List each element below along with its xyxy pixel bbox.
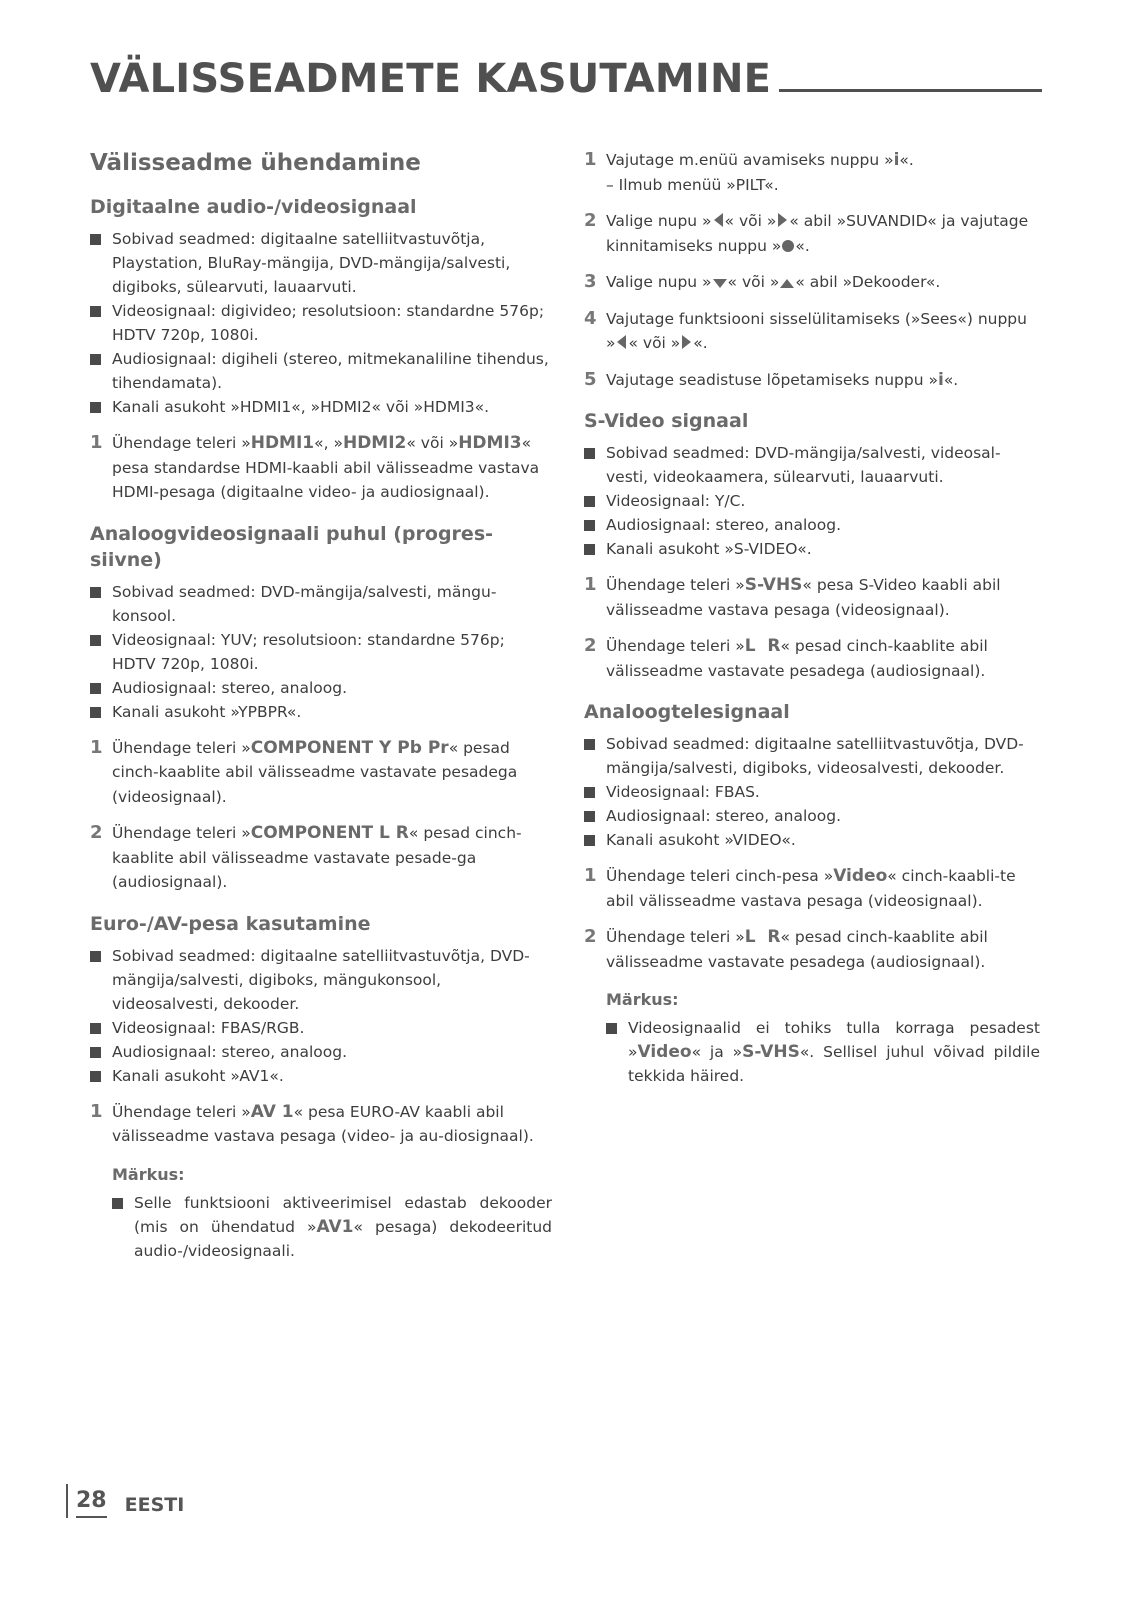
subheading-digital: Digitaalne audio-/videosignaal	[90, 196, 417, 218]
bullet-square-icon	[90, 1023, 101, 1034]
step-number: 1	[90, 432, 103, 453]
right-column	[584, 148, 1040, 1088]
note-title: Märkus:	[112, 1164, 185, 1184]
bullet-square-icon	[90, 354, 101, 365]
step-number: 2	[90, 822, 103, 843]
list-item: Audiosignaal: stereo, analoog.	[90, 676, 552, 700]
step-number: 1	[584, 865, 597, 886]
list-item: Sobivad seadmed: DVD-mängija/salvesti, videosal-vesti, videokaamera, sülearvuti, lauaarvuti.	[584, 441, 1040, 489]
right-arrow-icon	[680, 334, 693, 350]
bullet-list-analog	[90, 580, 552, 724]
step-number: 5	[584, 368, 597, 390]
socket-label: HDMI1	[250, 433, 315, 453]
up-arrow-icon	[779, 277, 795, 289]
bullet-list-analog-tv	[584, 732, 1040, 852]
step-number: 3	[584, 271, 597, 292]
step-number: 1	[584, 149, 597, 170]
list-item: Videosignaal: YUV; resolutsioon: standardne 576p; HDTV 720p, 1080i.	[90, 628, 552, 676]
bullet-square-icon	[90, 587, 101, 598]
bullet-square-icon	[90, 951, 101, 962]
step-euro-av: 1 Ühendage teleri »AV 1« pesa EURO-AV kaabli abil välisseadme vastava pesaga (video- ja au-diosignaal).	[90, 1100, 534, 1145]
step-svideo-audio: 2 Ühendage teleri »L R« pesad cinch-kaablite abil välisseadme vastavate pesadega (audiosignaal).	[584, 635, 988, 680]
list-item: Audiosignaal: stereo, analoog.	[584, 513, 1040, 537]
step-finish: 5 Vajutage seadistuse lõpetamiseks nuppu »i«.	[584, 368, 1040, 393]
footer-rule	[66, 1484, 68, 1518]
down-arrow-icon	[712, 277, 728, 289]
right-arrow-icon	[776, 212, 789, 228]
list-item: Videosignaal: FBAS.	[584, 780, 1040, 804]
list-item: Kanali asukoht »S-VIDEO«.	[584, 537, 1040, 561]
step-select-decoder: 3 Valige nupu » « või » « abil »Dekooder«.	[584, 270, 1040, 295]
list-item: Sobivad seadmed: digitaalne satelliitvastuvõtja, DVD-mängija/salvesti, digiboks, mängukonsool, videosalvesti, dekooder.	[90, 944, 552, 1016]
ok-button-icon	[781, 239, 795, 253]
note-analog-tv	[584, 988, 1040, 1088]
bullet-square-icon	[90, 635, 101, 646]
step-open-menu: 1 Vajutage m.enüü avamiseks nuppu »i«. – Ilmub menüü »PILT«.	[584, 149, 914, 194]
list-item: Kanali asukoht »AV1«.	[90, 1064, 552, 1088]
subheading-analog: Analoogvideosignaali puhul (progres-siivne)	[90, 522, 494, 571]
list-item: Audiosignaal: digiheli (stereo, mitmekanaliline tihendus, tihendamata).	[90, 347, 552, 395]
title-rule	[779, 89, 1042, 92]
subheading-svideo: S-Video signaal	[584, 410, 749, 432]
note-euro	[90, 1163, 552, 1263]
step-enable-function: 4 Vajutage funktsiooni sisselülitamiseks (»Sees«) nuppu » « või » «.	[584, 307, 1027, 352]
socket-label: AV1	[316, 1216, 354, 1237]
note-list	[606, 1016, 1040, 1088]
socket-label: COMPONENT Y Pb Pr	[250, 737, 449, 758]
step-analog-audio: 2 Ühendage teleri »L R« pesad cinch-kaablite abil välisseadme vastavate pesadega (audiosignaal).	[584, 926, 988, 971]
list-item: Videosignaal: digivideo; resolutsioon: standardne 576p; HDTV 720p, 1080i.	[90, 299, 552, 347]
note-list	[112, 1191, 552, 1263]
step-select-options: 2 Valige nupu » « või » « abil »SUVANDID« ja vajutage kinnitamiseks nuppu » «.	[584, 210, 1029, 255]
bullet-square-icon	[584, 835, 595, 846]
socket-label: S-VHS	[744, 575, 803, 595]
list-item: Audiosignaal: stereo, analoog.	[584, 804, 1040, 828]
list-item: Sobivad seadmed: digitaalne satelliitvastuvõtja, DVD-mängija/salvesti, digiboks, videosalvesti, dekooder.	[584, 732, 1040, 780]
note-title: Märkus:	[606, 990, 679, 1009]
page-title	[90, 54, 1042, 104]
bullet-square-icon	[584, 544, 595, 555]
page-footer	[66, 1484, 184, 1518]
bullet-square-icon	[90, 683, 101, 694]
step-number: 4	[584, 307, 597, 329]
bullet-square-icon	[584, 520, 595, 531]
bullet-square-icon	[584, 787, 595, 798]
subheading-euro: Euro-/AV-pesa kasutamine	[90, 912, 371, 935]
bullet-square-icon	[90, 1071, 101, 1082]
step-number: 1	[90, 736, 103, 758]
language-label: EESTI	[124, 1494, 185, 1516]
step-video-cinch: 1 Ühendage teleri cinch-pesa »Video« cinch-kaabli-te abil välisseadme vastava pesaga (videosignaal).	[584, 865, 1016, 910]
step-number: 2	[584, 210, 597, 231]
step-number: 1	[90, 1100, 103, 1122]
list-item: Videosignaal: FBAS/RGB.	[90, 1016, 552, 1040]
socket-label: HDMI2	[342, 433, 407, 453]
bullet-square-icon	[584, 811, 595, 822]
socket-label: L R	[744, 927, 781, 947]
socket-label: Video	[833, 866, 888, 886]
list-item: Sobivad seadmed: DVD-mängija/salvesti, mängu-konsool.	[90, 580, 552, 628]
bullet-list-euro	[90, 944, 552, 1088]
bullet-square-icon	[90, 1047, 101, 1058]
info-button-label: i	[893, 150, 900, 170]
step-component-audio: 2 Ühendage teleri »COMPONENT L R« pesad cinch-kaablite abil välisseadme vastavate pesade-ga (audiosignaal).	[90, 822, 522, 891]
socket-label: L R	[744, 636, 781, 656]
left-column	[90, 148, 552, 1263]
bullet-square-icon	[112, 1198, 123, 1209]
socket-label: HDMI3	[458, 433, 522, 453]
bullet-square-icon	[584, 739, 595, 750]
bullet-square-icon	[90, 707, 101, 718]
socket-label: COMPONENT L R	[250, 823, 409, 843]
bullet-list-digital	[90, 227, 552, 419]
list-item: Videosignaal: Y/C.	[584, 489, 1040, 513]
list-item: Kanali asukoht »YPBPR«.	[90, 700, 552, 724]
step-number: 1	[584, 574, 597, 595]
bullet-square-icon	[584, 448, 595, 459]
step-number: 2	[584, 635, 597, 656]
bullet-square-icon	[606, 1023, 617, 1034]
list-item: Kanali asukoht »VIDEO«.	[584, 828, 1040, 852]
bullet-list-svideo	[584, 441, 1040, 561]
socket-label: AV 1	[250, 1101, 294, 1122]
list-item: Videosignaalid ei tohiks tulla korraga pesadest »Video« ja »S-VHS«. Sellisel juhul võivad pildile tekkida häired.	[606, 1016, 1040, 1088]
list-item: Audiosignaal: stereo, analoog.	[90, 1040, 552, 1064]
socket-label: Video	[637, 1042, 692, 1062]
page-number: 28	[76, 1488, 107, 1518]
socket-label: S-VHS	[742, 1042, 800, 1062]
bullet-square-icon	[90, 402, 101, 413]
step-number: 2	[584, 926, 597, 947]
bullet-square-icon	[584, 496, 595, 507]
page-title-text: VÄLISSEADMETE KASUTAMINE	[90, 56, 772, 102]
step-svhs: 1 Ühendage teleri »S-VHS« pesa S-Video kaabli abil välisseadme vastava pesaga (videosignaal).	[584, 574, 1001, 619]
bullet-square-icon	[90, 234, 101, 245]
left-arrow-icon	[615, 334, 628, 350]
bullet-square-icon	[90, 306, 101, 317]
info-button-label: i	[937, 369, 944, 390]
step-component-video: 1 Ühendage teleri »COMPONENT Y Pb Pr« pesad cinch-kaablite abil välisseadme vastavate pesadega (videosignaal).	[90, 736, 518, 806]
step-hdmi: 1 Ühendage teleri »HDMI1«, »HDMI2« või »HDMI3« pesa standardse HDMI-kaabli abil välisseadme vastava HDMI-pesaga (digitaalne video- ja audiosignaal).	[90, 432, 540, 501]
section-heading: Välisseadme ühendamine	[90, 150, 421, 176]
subheading-analog-tv: Analoogtelesignaal	[584, 701, 790, 723]
list-item: Selle funktsiooni aktiveerimisel edastab dekooder (mis on ühendatud »AV1« pesaga) dekodeeritud audio-/videosignaali.	[112, 1191, 552, 1263]
list-item: Sobivad seadmed: digitaalne satelliitvastuvõtja, Playstation, BluRay-mängija, DVD-mängija/salvesti, digiboks, sülearvuti, lauaarvuti.	[90, 227, 552, 299]
list-item: Kanali asukoht »HDMI1«, »HDMI2« või »HDMI3«.	[90, 395, 552, 419]
left-arrow-icon	[712, 212, 725, 228]
